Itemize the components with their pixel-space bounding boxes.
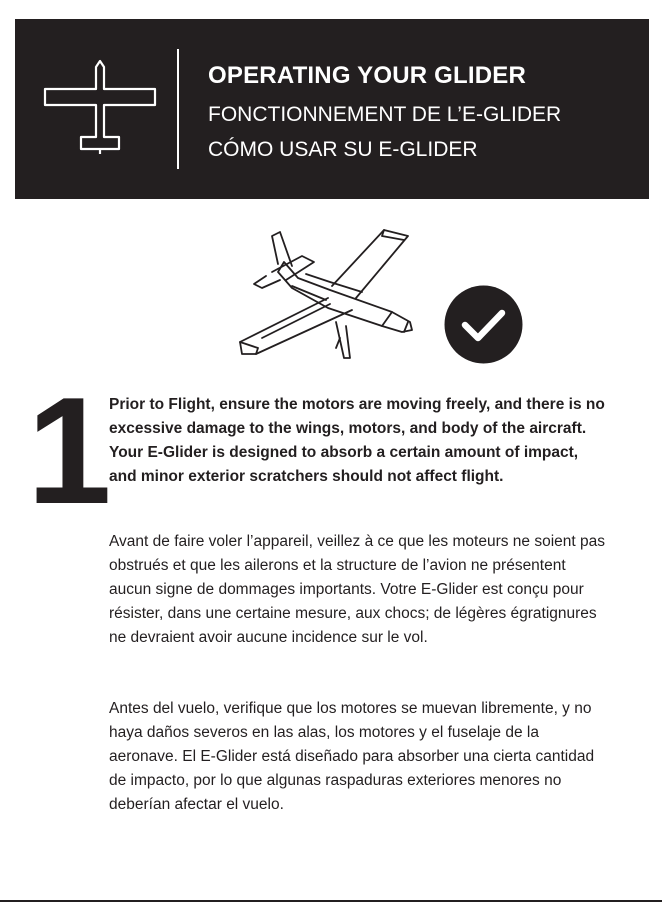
glider-illustration (232, 226, 424, 362)
step-number: 1 (27, 366, 108, 536)
checkmark-circle-icon (444, 285, 523, 364)
airplane-outline-icon (41, 59, 159, 155)
header-banner (15, 19, 649, 199)
instruction-french: Avant de faire voler l’appareil, veillez à ce que les moteurs ne soient pas obstrués et que les ailerons et la structure de l’avion ne présentent aucun signe de dommages importants. Votre E-Glider est conçu pour résister, dans une certaine mesure, aux chocs; de légères égratignures ne devraient avoir aucune incidence sur le vol. (109, 533, 605, 646)
instruction-spanish: Antes del vuelo, verifique que los motores se muevan libremente, y no haya daños severos en las alas, los motores y el fuselaje de la aeronave. El E-Glider está diseñado para absorber una cierta cantidad de impacto, por lo que algunas raspaduras exteriores menores no deberían afectar el vuelo. (109, 700, 595, 813)
title-french: FONCTIONNEMENT DE L’E-GLIDER (208, 103, 562, 126)
title-spanish: CÓMO USAR SU E-GLIDER (208, 138, 478, 161)
header-divider (177, 49, 179, 169)
title-english: OPERATING YOUR GLIDER (208, 62, 527, 89)
instruction-english: Prior to Flight, ensure the motors are moving freely, and there is no excessive damage to the wings, motors, and body of the aircraft. Your E-Glider is designed to absorb a certain amount of impact, and minor exterior scratchers should not affect flight. (109, 396, 605, 485)
